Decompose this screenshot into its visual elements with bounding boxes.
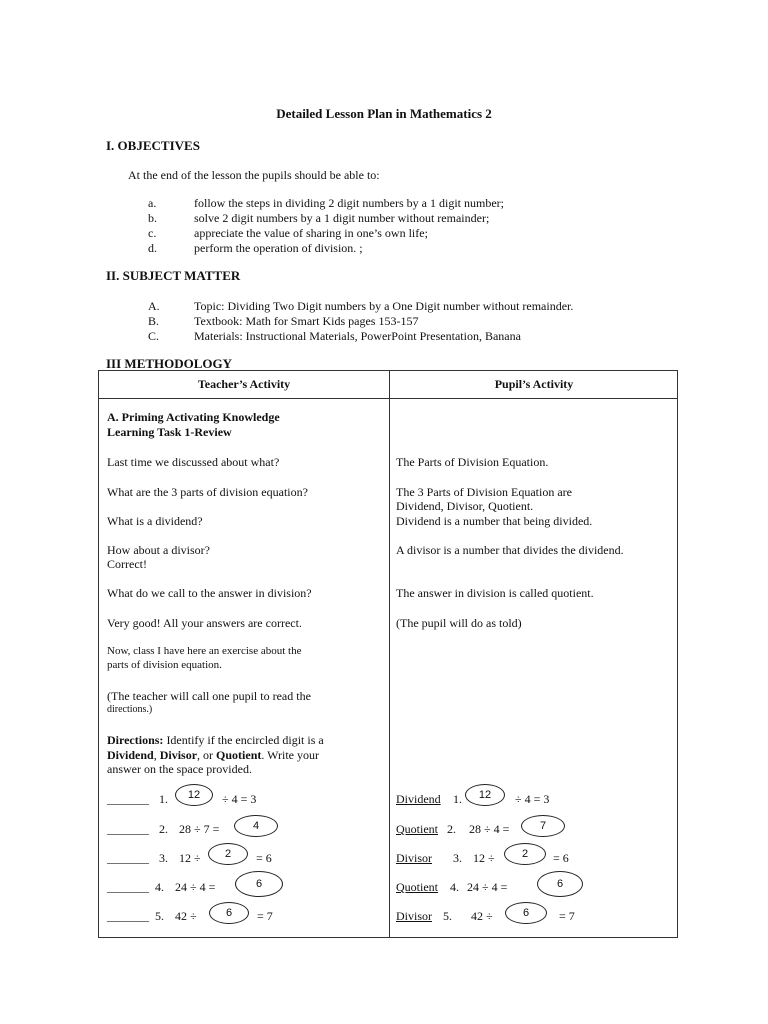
- subject-matter-heading: II. SUBJECT MATTER: [106, 268, 241, 283]
- pupil-answer-3: Dividend is a number that being divided.: [396, 514, 593, 528]
- teacher-question-3: What is a dividend?: [107, 514, 203, 528]
- teacher-exercise-intro-1: Now, class I have here an exercise about the: [107, 645, 302, 657]
- objectives-intro: At the end of the lesson the pupils should be able to:: [128, 168, 380, 182]
- column-divider: [389, 371, 390, 937]
- teacher-exercise-intro-2: parts of division equation.: [107, 659, 222, 671]
- encircled-digit: 2: [504, 843, 546, 865]
- encircled-digit: 7: [521, 815, 565, 837]
- encircled-digit: 6: [235, 871, 283, 897]
- directions-line-2: Dividend, Divisor, or Quotient. Write your: [107, 748, 319, 762]
- encircled-digit: 6: [209, 902, 249, 924]
- teacher-question-1: Last time we discussed about what?: [107, 455, 280, 469]
- encircled-digit: 12: [175, 784, 213, 806]
- teacher-feedback-correct: Correct!: [107, 557, 147, 571]
- document-title: Detailed Lesson Plan in Mathematics 2: [276, 106, 492, 121]
- encircled-digit: 2: [208, 843, 248, 865]
- methodology-heading: III METHODOLOGY: [106, 356, 233, 371]
- teacher-instruction-2: directions.): [107, 704, 153, 715]
- teacher-question-4: How about a divisor?: [107, 543, 210, 557]
- pupil-answer-2a: The 3 Parts of Division Equation are: [396, 485, 572, 499]
- teacher-activity-header: Teacher’s Activity: [197, 377, 291, 391]
- teacher-praise: Very good! All your answers are correct.: [107, 616, 302, 630]
- methodology-table: Teacher’s Activity Pupil’s Activity A. Priming Activating Knowledge Learning Task 1-Review Last time we discussed about what? What are the 3 parts of division equation? What is a dividend? How about a divisor? Correct! What do we call to the answer in division? Very good! All your answers are correct. Now, class I have here an exercise about the parts of division equation. (The teacher will call one pupil to read the directions.) Directions: Identify if the encircled digit is a Dividend, Divisor, or Quotient. Write your answer on the space provided. _______ 1. 12 ÷ 4 = 3 _______ 2. 28 ÷ 7 = 4 _______ 3. 12 ÷ 2 = 6 _______ 4. 24 ÷ 4 = 6 _______ 5. 42 ÷ 6 = 7 The Parts of Division Equation. The 3 Parts of Division Equation are Dividend, Divisor, Quotient. Dividend is a number that being divided. A divisor is a number that divides the dividend. The answer in division is called quotient. (The pupil will do as told) Dividend 1. 12 ÷ 4 = 3 Quotient 2. 28 ÷ 4 = 7 Divisor 3. 12 ÷ 2 = 6 Quotient 4. 24 ÷ 4 = 6 Divisor 5. 42 ÷ 6 = 7: [98, 370, 678, 938]
- encircled-digit: 6: [537, 871, 583, 897]
- pupil-answer-2b: Dividend, Divisor, Quotient.: [396, 499, 534, 513]
- learning-task-title: Learning Task 1-Review: [107, 425, 232, 439]
- encircled-digit: 12: [465, 784, 505, 806]
- directions-line-3: answer on the space provided.: [107, 762, 252, 776]
- pupil-answer-5: The answer in division is called quotient.: [396, 586, 594, 600]
- encircled-digit: 6: [505, 902, 547, 924]
- teacher-instruction-1: (The teacher will call one pupil to read the: [107, 689, 311, 703]
- encircled-digit: 4: [234, 815, 278, 837]
- teacher-question-5: What do we call to the answer in division?: [107, 586, 312, 600]
- pupil-activity-header: Pupil’s Activity: [494, 377, 574, 391]
- header-divider: [99, 398, 677, 399]
- objectives-heading: I. OBJECTIVES: [106, 138, 200, 153]
- teacher-question-2: What are the 3 parts of division equation?: [107, 485, 308, 499]
- section-a-title: A. Priming Activating Knowledge: [107, 410, 280, 424]
- pupil-answer-1: The Parts of Division Equation.: [396, 455, 549, 469]
- lesson-plan-page: Detailed Lesson Plan in Mathematics 2 I. OBJECTIVES At the end of the lesson the pupils should be able to: a. follow the steps in dividing 2 digit numbers by a 1 digit number; b. solve 2 digit numbers by a 1 digit number without remainder; c. appreciate the value of sharing in one’s own life; d. perform the operation of division. ; II. SUBJECT MATTER A. Topic: Dividing Two Digit numbers by a One Digit number without remainder. B. Textbook: Math for Smart Kids pages 153-157 C. Materials: Instructional Materials, PowerPoint Presentation, Banana III METHODOLOGY Teacher’s Activity Pupil’s Activity A. Priming Activating Knowledge Learning Task 1-Review Last time we discussed about what? What are the 3 parts of division equation? What is a dividend? How about a divisor? Correct! What do we call to the answer in division? Very good! All your answers are correct. Now, class I have here an exercise about the parts of division equation. (The teacher will call one pupil to read the directions.) Directions: Identify if the encircled digit is a Dividend, Divisor, or Quotient. Write your answer on the space provided. _______ 1. 12 ÷ 4 = 3 _______ 2. 28 ÷ 7 = 4 _______ 3. 12 ÷ 2 = 6 _______ 4. 24 ÷ 4 = 6 _______ 5. 42 ÷ 6 = 7 The Parts of Division Equation. The 3 Parts of Division Equation are Dividend, Divisor, Quotient. Dividend is a number that being divided. A divisor is a number that divides the dividend. The answer in division is called quotient. (The pupil will do as told) Dividend 1. 12 ÷ 4 = 3 Quotient 2. 28 ÷ 4 = 7 Divisor 3. 12 ÷ 2 = 6 Quotient 4. 24 ÷ 4 = 6 Divisor 5. 42 ÷ 6 = 7: [0, 0, 768, 1024]
- pupil-answer-4: A divisor is a number that divides the dividend.: [396, 543, 624, 557]
- pupil-answer-6: (The pupil will do as told): [396, 616, 522, 630]
- directions-line-1: Directions: Identify if the encircled digit is a: [107, 733, 324, 747]
